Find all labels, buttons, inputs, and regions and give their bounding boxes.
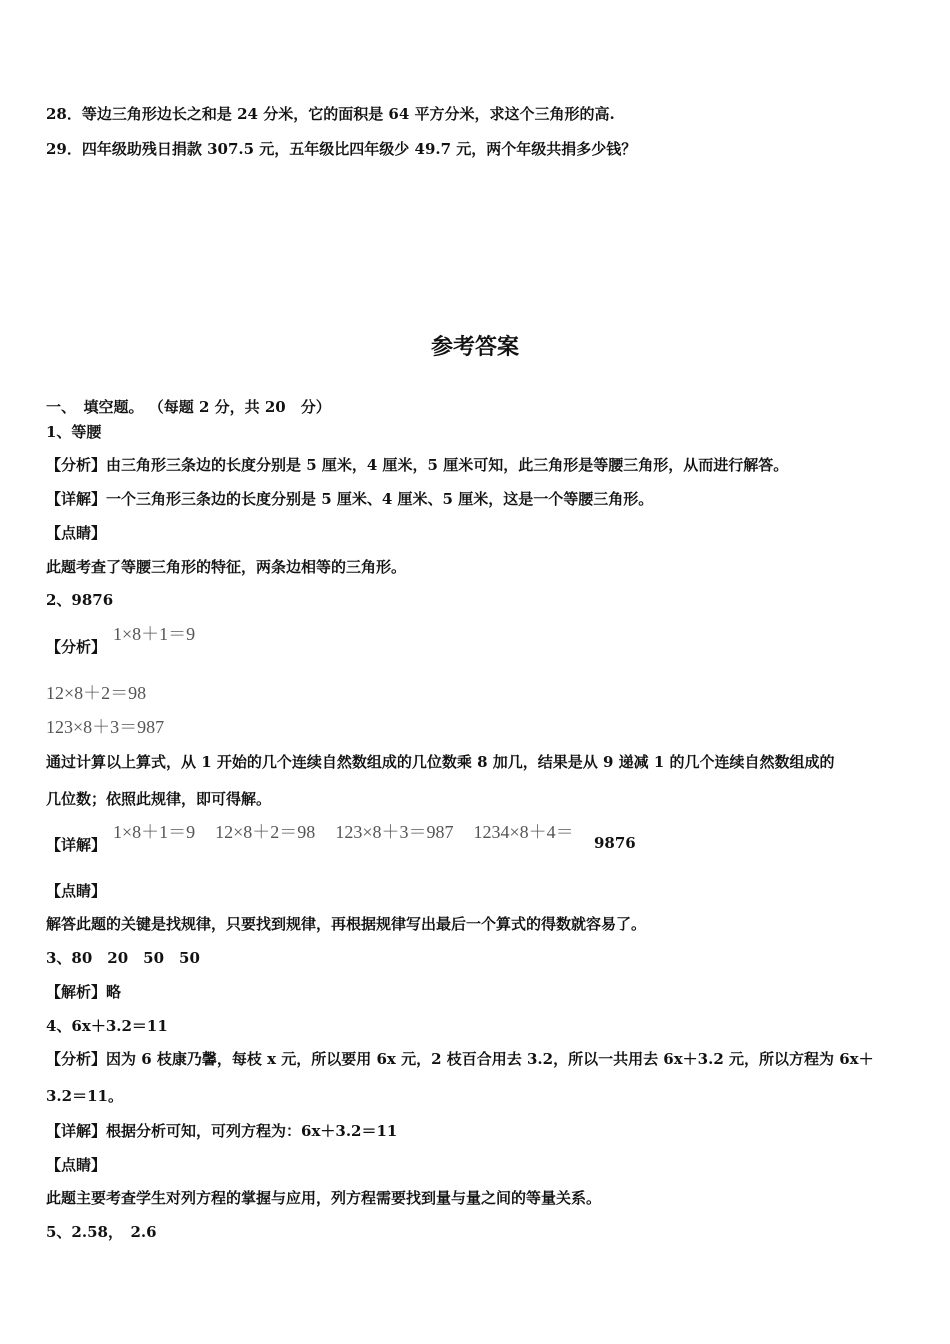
- answer-4-head: 4、6x＋3.2＝11: [46, 1017, 168, 1035]
- answer-2-d-result: 9876: [594, 834, 636, 852]
- answer-1-analysis: 【分析】由三角形三条边的长度分别是 5 厘米，4 厘米，5 厘米可知，此三角形是等腰三角形，从而进行解答。: [46, 456, 789, 474]
- answer-2-point-label: 【点睛】: [46, 882, 107, 900]
- answer-1-point: 此题考查了等腰三角形的特征，两条边相等的三角形。: [46, 558, 407, 576]
- answer-2-detail-eqs: [113, 818, 574, 844]
- answer-title: 参考答案: [430, 334, 519, 360]
- answer-2-d3: 123×8＋3＝987: [335, 822, 454, 842]
- answer-4-point: 此题主要考查学生对列方程的掌握与应用，列方程需要找到量与量之间的等量关系。: [46, 1189, 602, 1207]
- answer-5-head: 5、2.58， 2.6: [46, 1223, 157, 1241]
- answer-1-point-label: 【点睛】: [46, 524, 107, 542]
- answer-2-detail-label: 【详解】: [46, 836, 107, 854]
- answer-2-eq3: 123×8＋3＝987: [46, 717, 165, 737]
- answer-3-head: 3、80 20 50 50: [46, 949, 200, 967]
- answer-2-d2: 12×8＋2＝98: [215, 822, 316, 842]
- question-28: 28．等边三角形边长之和是 24 分米，它的面积是 64 平方分米，求这个三角形的高.: [46, 105, 615, 123]
- answer-2-eq1: 1×8＋1＝9: [113, 624, 196, 644]
- answer-4-point-label: 【点睛】: [46, 1156, 107, 1174]
- answer-2-text2: 几位数；依照此规律，即可得解。: [46, 790, 272, 808]
- answer-2-d4: 1234×8＋4＝: [473, 822, 574, 842]
- answer-2-text1: 通过计算以上算式，从 1 开始的几个连续自然数组成的几位数乘 8 加几，结果是从 9 递减 1 的几个连续自然数组成的: [46, 753, 835, 771]
- answer-1-head: 1、等腰: [46, 423, 102, 441]
- answer-3-analysis: 【解析】略: [46, 983, 122, 1001]
- answer-1-detail: 【详解】一个三角形三条边的长度分别是 5 厘米、4 厘米、5 厘米，这是一个等腰三角形。: [46, 490, 654, 508]
- answer-4-analysis-2: 3.2＝11。: [46, 1087, 123, 1105]
- answer-4-analysis-1: 【分析】因为 6 枝康乃馨，每枝 x 元，所以要用 6x 元，2 枝百合用去 3.2，所以一共用去 6x＋3.2 元，所以方程为 6x＋: [46, 1050, 874, 1068]
- answer-2-analysis-label: 【分析】: [46, 638, 107, 656]
- answer-2-head: 2、9876: [46, 591, 114, 609]
- answer-2-eq2: 12×8＋2＝98: [46, 683, 147, 703]
- answer-2-point: 解答此题的关键是找规律，只要找到规律，再根据规律写出最后一个算式的得数就容易了。: [46, 915, 647, 933]
- section-1-heading: 一、 填空题。 （每题 2 分，共 20 分）: [46, 398, 331, 416]
- question-29: 29．四年级助残日捐款 307.5 元，五年级比四年级少 49.7 元，两个年级共捐多少钱？: [46, 140, 637, 158]
- answer-2-d1: 1×8＋1＝9: [113, 822, 196, 842]
- answer-4-detail: 【详解】根据分析可知，可列方程为：6x＋3.2＝11: [46, 1122, 398, 1140]
